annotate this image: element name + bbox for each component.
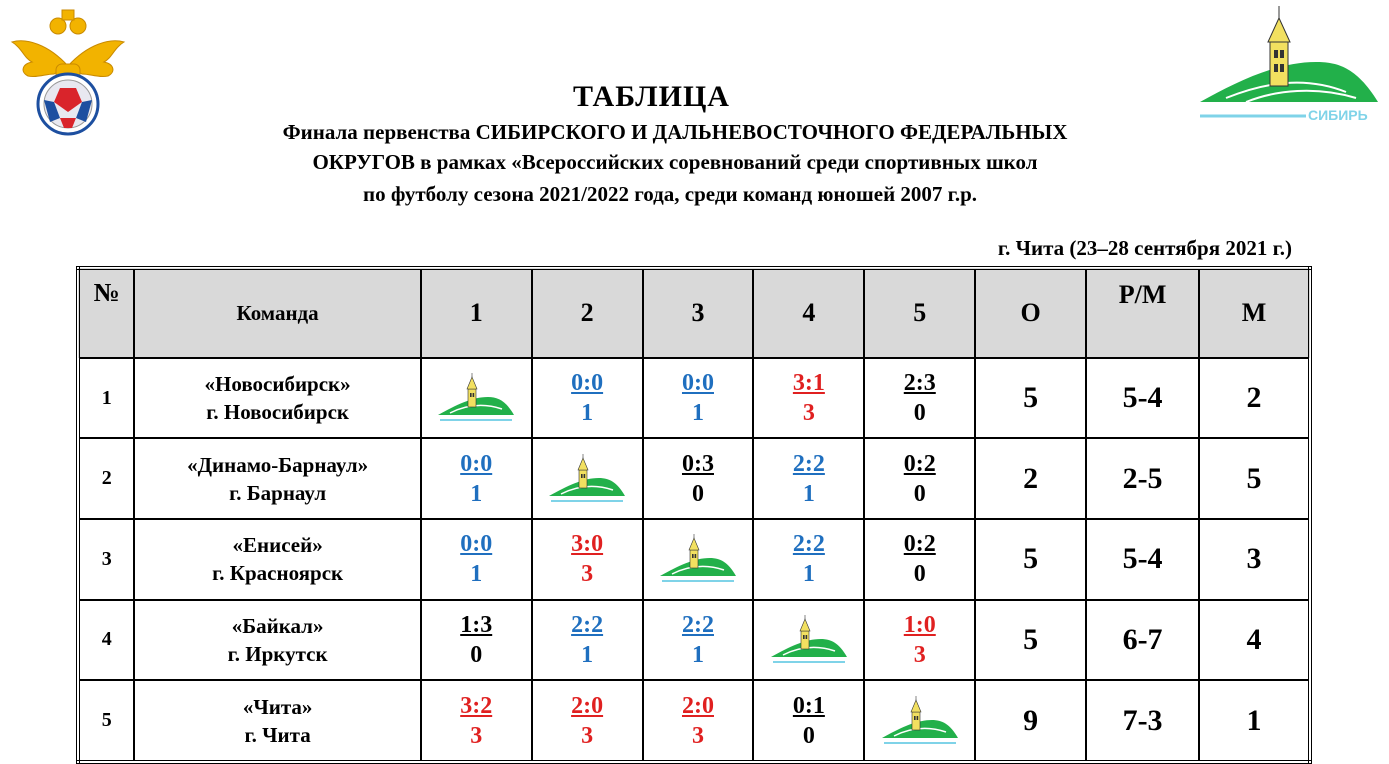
row-number: 2 <box>78 438 134 519</box>
subtitle-line-1: Финала первенства СИБИРСКОГО И ДАЛЬНЕВОСТОЧНОГО ФЕДЕРАЛЬНЫХ <box>282 120 1068 144</box>
subtitle-line-2: ОКРУГОВ в рамках «Всероссийских соревнований среди спортивных школ <box>312 150 1038 174</box>
result-cell <box>643 600 754 681</box>
result-cell <box>643 519 754 600</box>
result-cell <box>753 600 864 681</box>
standings-table <box>76 266 1312 764</box>
match-score <box>904 368 936 428</box>
match-score <box>793 691 825 751</box>
goals-ratio: 5-4 <box>1086 519 1199 600</box>
table-row <box>78 358 1310 439</box>
final-place: 2 <box>1199 358 1310 439</box>
match-score <box>460 529 492 589</box>
score-points: 3 <box>802 400 815 427</box>
score-result: 2:0 <box>571 692 604 719</box>
result-cell <box>753 519 864 600</box>
match-score <box>682 610 714 670</box>
header-place: М <box>1199 268 1310 358</box>
result-cell <box>421 519 532 600</box>
header-col-5: 5 <box>864 268 975 358</box>
team-cell <box>134 438 420 519</box>
team-name: «Енисей» <box>232 533 323 558</box>
header-num: № <box>78 268 134 358</box>
score-result: 1:3 <box>460 611 493 638</box>
score-result: 3:2 <box>460 692 493 719</box>
team-city: г. Иркутск <box>227 641 328 666</box>
header-team: Команда <box>134 268 420 358</box>
team-cell <box>134 519 420 600</box>
table-row <box>78 438 1310 519</box>
match-score <box>571 691 603 751</box>
subtitle-line-3: по футболу сезона 2021/2022 года, среди команд юношей 2007 г.р. <box>362 182 978 206</box>
result-cell <box>532 519 643 600</box>
team-city: г. Красноярск <box>212 561 344 586</box>
score-points: 1 <box>691 400 704 427</box>
score-result: 0:0 <box>460 531 493 558</box>
row-number: 1 <box>78 358 134 439</box>
score-points: 1 <box>581 641 594 668</box>
score-result: 2:2 <box>681 611 714 638</box>
result-cell <box>864 680 975 762</box>
row-number: 3 <box>78 519 134 600</box>
score-points: 0 <box>802 722 815 749</box>
score-points: 3 <box>691 722 704 749</box>
siberia-logo-text: СИБИРЬ <box>1308 107 1368 123</box>
score-result: 2:3 <box>903 370 936 397</box>
diagonal-siberia-logo <box>547 454 627 504</box>
result-cell <box>421 438 532 519</box>
result-cell <box>864 519 975 600</box>
team-name: «Динамо-Барнаул» <box>187 452 369 477</box>
score-points: 0 <box>470 641 483 668</box>
result-cell <box>532 438 643 519</box>
score-points: 3 <box>470 722 483 749</box>
points-total: 9 <box>975 680 1086 762</box>
header-col-1: 1 <box>421 268 532 358</box>
result-cell <box>753 358 864 439</box>
score-points: 0 <box>691 480 704 507</box>
final-place: 1 <box>1199 680 1310 762</box>
score-points: 1 <box>802 561 815 588</box>
score-result: 3:1 <box>792 370 825 397</box>
points-total: 5 <box>975 358 1086 439</box>
team-cell <box>134 680 420 762</box>
goals-ratio: 2-5 <box>1086 438 1199 519</box>
venue-dates: г. Чита (23–28 сентября 2021 г.) <box>997 236 1292 260</box>
team-name: «Новосибирск» <box>204 372 351 397</box>
result-cell <box>864 438 975 519</box>
match-score <box>571 529 603 589</box>
team-city: г. Барнаул <box>229 480 327 505</box>
table-row <box>78 519 1310 600</box>
page-title: ТАБЛИЦА <box>573 80 730 113</box>
points-total: 5 <box>975 600 1086 681</box>
final-place: 3 <box>1199 519 1310 600</box>
result-cell <box>753 438 864 519</box>
match-score <box>460 691 492 751</box>
match-score <box>793 529 825 589</box>
team-name: «Байкал» <box>231 613 324 638</box>
score-result: 0:0 <box>681 370 714 397</box>
score-result: 0:1 <box>792 692 825 719</box>
score-result: 0:0 <box>571 370 604 397</box>
score-result: 0:2 <box>903 450 936 477</box>
score-result: 2:2 <box>792 450 825 477</box>
score-result: 1:0 <box>903 611 936 638</box>
diagonal-siberia-logo <box>769 615 849 665</box>
score-points: 1 <box>470 561 483 588</box>
result-cell <box>643 680 754 762</box>
match-score <box>904 610 936 670</box>
result-cell <box>532 600 643 681</box>
goals-ratio: 6-7 <box>1086 600 1199 681</box>
result-cell <box>864 600 975 681</box>
points-total: 2 <box>975 438 1086 519</box>
row-number: 5 <box>78 680 134 762</box>
score-result: 2:0 <box>681 692 714 719</box>
score-points: 1 <box>470 480 483 507</box>
header-goals: Р/М <box>1086 268 1199 358</box>
team-city: г. Чита <box>244 722 311 747</box>
header-points: О <box>975 268 1086 358</box>
match-score <box>793 368 825 428</box>
final-place: 5 <box>1199 438 1310 519</box>
match-score <box>571 368 603 428</box>
score-points: 0 <box>913 480 926 507</box>
match-score <box>682 691 714 751</box>
score-result: 0:3 <box>681 450 714 477</box>
score-result: 0:0 <box>460 450 493 477</box>
result-cell <box>421 358 532 439</box>
goals-ratio: 5-4 <box>1086 358 1199 439</box>
score-points: 1 <box>802 480 815 507</box>
diagonal-siberia-logo <box>880 696 960 746</box>
team-cell <box>134 600 420 681</box>
match-score <box>904 529 936 589</box>
score-points: 0 <box>913 400 926 427</box>
score-points: 3 <box>581 561 594 588</box>
score-result: 3:0 <box>571 531 604 558</box>
diagonal-siberia-logo <box>436 373 516 423</box>
table-row <box>78 600 1310 681</box>
team-city: г. Новосибирск <box>206 400 349 425</box>
header-col-2: 2 <box>532 268 643 358</box>
header-col-4: 4 <box>753 268 864 358</box>
score-points: 0 <box>913 561 926 588</box>
row-number: 4 <box>78 600 134 681</box>
points-total: 5 <box>975 519 1086 600</box>
score-points: 1 <box>691 641 704 668</box>
result-cell <box>643 438 754 519</box>
result-cell <box>753 680 864 762</box>
diagonal-siberia-logo <box>658 534 738 584</box>
goals-ratio: 7-3 <box>1086 680 1199 762</box>
result-cell <box>643 358 754 439</box>
table-row <box>78 680 1310 762</box>
result-cell <box>421 680 532 762</box>
match-score <box>460 449 492 509</box>
match-score <box>793 449 825 509</box>
score-result: 2:2 <box>792 531 825 558</box>
score-result: 0:2 <box>903 531 936 558</box>
score-points: 1 <box>581 400 594 427</box>
rfs-emblem-logo <box>8 4 128 144</box>
score-result: 2:2 <box>571 611 604 638</box>
match-score <box>571 610 603 670</box>
final-place: 4 <box>1199 600 1310 681</box>
score-points: 3 <box>581 722 594 749</box>
result-cell <box>421 600 532 681</box>
result-cell <box>864 358 975 439</box>
score-points: 3 <box>913 641 926 668</box>
team-name: «Чита» <box>242 694 313 719</box>
match-score <box>460 610 492 670</box>
table-header-row <box>78 268 1310 358</box>
match-score <box>682 368 714 428</box>
match-score <box>904 449 936 509</box>
match-score <box>682 449 714 509</box>
header-col-3: 3 <box>643 268 754 358</box>
result-cell <box>532 680 643 762</box>
result-cell <box>532 358 643 439</box>
team-cell <box>134 358 420 439</box>
